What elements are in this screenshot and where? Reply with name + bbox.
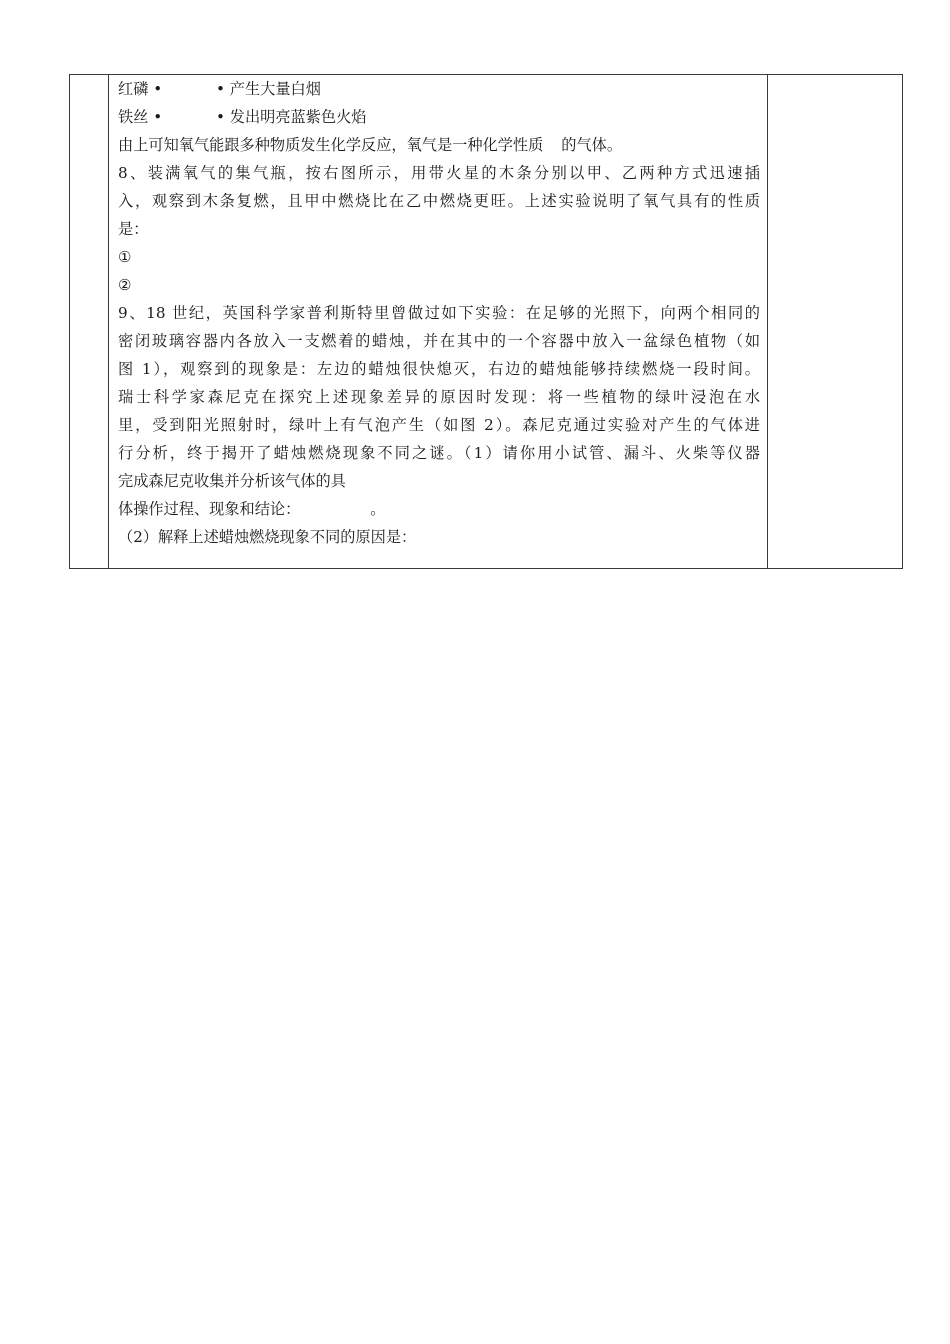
main-cell-content — [118, 75, 760, 551]
question-9-line: 瑞士科学家森尼克在探究上述现象差异的原因时发现：将一些植物的绿叶浸泡在水 — [118, 388, 760, 406]
question-9-line: 行分析，终于揭开了蜡烛燃烧现象不同之谜。（1）请你用小试管、漏斗、火柴等仪器 — [118, 444, 760, 462]
question-9-line: 里，受到阳光照射时，绿叶上有气泡产生（如图 2）。森尼克通过实验对产生的气体进 — [118, 416, 760, 434]
match-row — [118, 103, 760, 131]
question-9-text-after-blank: 。 — [370, 500, 386, 518]
question-8-line: 入，观察到木条复燃，且甲中燃烧比在乙中燃烧更旺。上述实验说明了氧气具有的性质 — [118, 192, 760, 210]
question-9-line: （2）解释上述蜡烛燃烧现象不同的原因是： — [118, 528, 417, 546]
summary-text-before: 由上可知氧气能跟多种物质发生化学反应，氧气是一种化学性质 — [118, 136, 544, 154]
column-divider-left — [108, 75, 109, 568]
question-9-line: 完成森尼克收集并分析该气体的具 — [118, 472, 346, 490]
question-8-line: 是： — [118, 220, 149, 238]
match-left-label: 铁丝 • — [118, 108, 163, 126]
match-row — [118, 75, 760, 103]
answer-item-2: ② — [118, 276, 132, 294]
summary-text-after: 的气体。 — [561, 136, 622, 154]
question-9-line — [118, 495, 760, 523]
match-right-label: • 产生大量白烟 — [216, 80, 321, 98]
column-divider-right — [767, 75, 768, 568]
match-left-label: 红磷 • — [118, 80, 163, 98]
question-8-line: 8、装满氧气的集气瓶，按右图所示，用带火星的木条分别以甲、乙两种方式迅速插 — [118, 164, 760, 182]
summary-line — [118, 131, 760, 159]
question-9-line: 9、18 世纪，英国科学家普利斯特里曾做过如下实验：在足够的光照下，向两个相同的 — [118, 304, 760, 322]
question-9-text-before-blank: 体操作过程、现象和结论： — [118, 500, 301, 518]
question-9-line: 图 1），观察到的现象是：左边的蜡烛很快熄灭，右边的蜡烛能够持续燃烧一段时间。 — [118, 360, 760, 378]
match-right-label: • 发出明亮蓝紫色火焰 — [216, 108, 367, 126]
worksheet-table — [69, 74, 903, 569]
question-9-line: 密闭玻璃容器内各放入一支燃着的蜡烛，并在其中的一个容器中放入一盆绿色植物（如 — [118, 332, 760, 350]
answer-item-1: ① — [118, 248, 132, 266]
